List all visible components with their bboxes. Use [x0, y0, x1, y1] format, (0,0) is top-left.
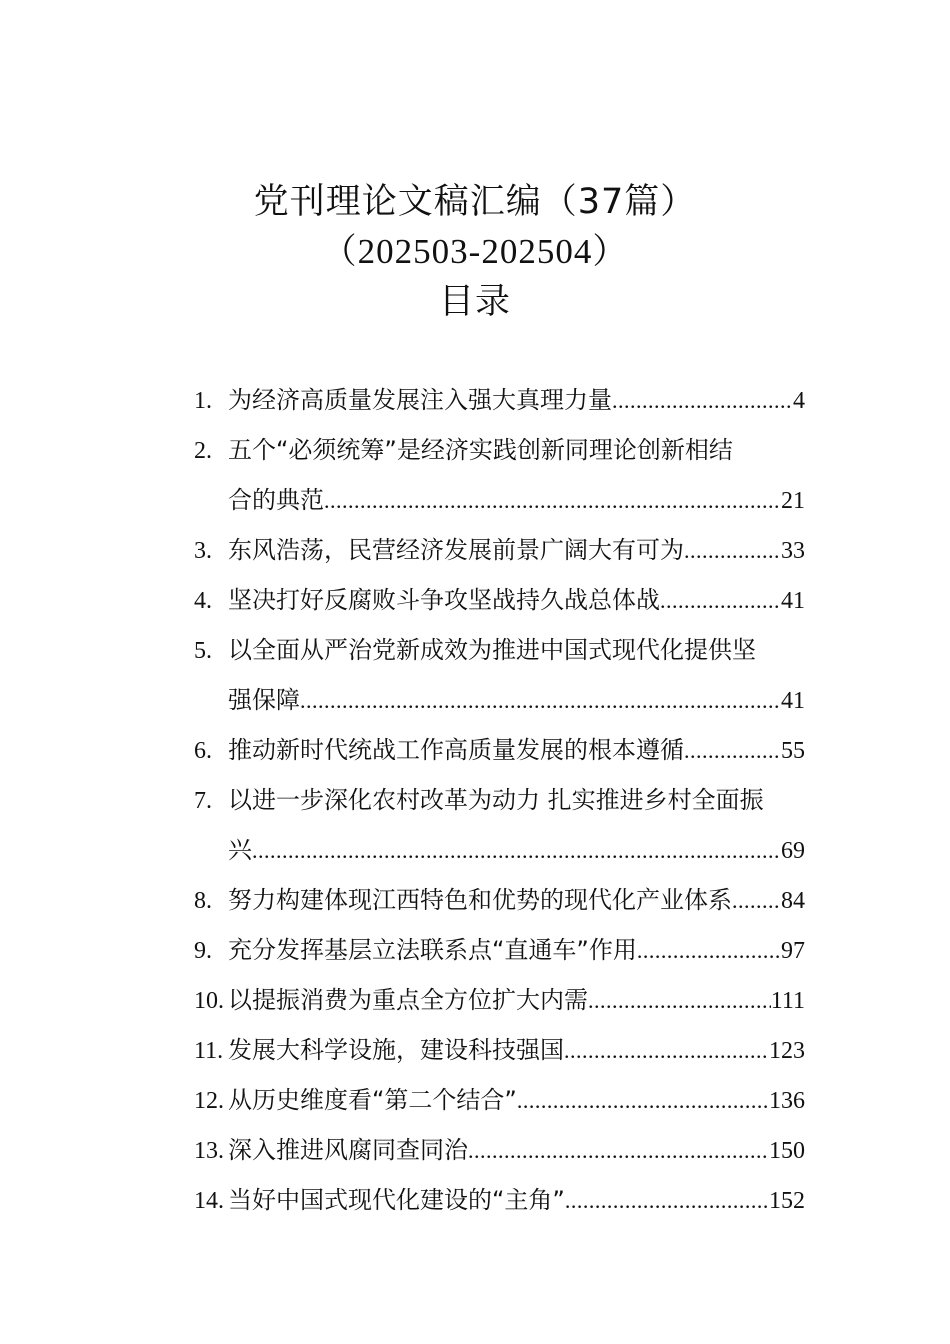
toc-item-title: 发展大科学设施，建设科技强国: [228, 1036, 564, 1064]
dot-leader: [565, 1185, 769, 1217]
dot-leader: [324, 485, 781, 517]
toc-item[interactable]: [0, 426, 950, 476]
dot-leader: [684, 735, 781, 767]
dot-leader: [468, 1135, 769, 1167]
toc-item-number: 8.: [194, 888, 212, 914]
toc-item-title: 推动新时代统战工作高质量发展的根本遵循: [228, 736, 684, 764]
toc-item-title-line1: 以全面从严治党新成效为推进中国式现代化提供坚: [228, 636, 756, 664]
toc-item-number: 12.: [194, 1088, 224, 1114]
toc-item-number: 14.: [194, 1188, 224, 1214]
toc-item-continuation[interactable]: [0, 826, 950, 876]
toc-item-page: 33: [781, 538, 805, 564]
date-range: （202503-202504）: [321, 232, 629, 271]
toc-item-title: 从历史维度看“第二个结合”: [228, 1086, 517, 1114]
dot-leader: [564, 1035, 769, 1067]
toc-item[interactable]: [0, 526, 950, 576]
toc-item-page: 4: [793, 388, 805, 414]
toc-item-page: 150: [769, 1138, 805, 1164]
toc-item-number: 5.: [194, 638, 212, 664]
dot-leader: [637, 935, 781, 967]
toc-item-page: 21: [781, 488, 805, 514]
toc-item-number: 6.: [194, 738, 212, 764]
toc-item-page: 136: [769, 1088, 805, 1114]
toc-item-number: 2.: [194, 438, 212, 464]
toc-item-page: 111: [770, 988, 805, 1014]
toc-item-number: 11.: [194, 1038, 224, 1064]
toc-item-number: 13.: [194, 1138, 224, 1164]
toc-item-title: 当好中国式现代化建设的“主角”: [228, 1186, 565, 1214]
toc-item[interactable]: [0, 876, 950, 926]
toc-item-title: 以提振消费为重点全方位扩大内需: [228, 986, 588, 1014]
dot-leader: [684, 535, 781, 567]
toc-item[interactable]: [0, 776, 950, 826]
dot-leader: [588, 985, 771, 1017]
toc-item[interactable]: [0, 376, 950, 426]
toc-item[interactable]: [0, 626, 950, 676]
toc-item-page: 41: [781, 688, 805, 714]
toc-item[interactable]: [0, 1126, 950, 1176]
toc-item-title: 强保障: [228, 686, 300, 714]
toc-item-page: 55: [781, 738, 805, 764]
dot-leader: [612, 385, 793, 417]
dot-leader: [517, 1085, 769, 1117]
toc-item-title: 坚决打好反腐败斗争攻坚战持久战总体战: [228, 586, 660, 614]
toc-item-number: 10.: [194, 988, 224, 1014]
toc-item-title-line1: 以进一步深化农村改革为动力 扎实推进乡村全面振: [228, 786, 764, 814]
toc-item-number: 9.: [194, 938, 212, 964]
dot-leader: [660, 585, 781, 617]
toc-item-title: 合的典范: [228, 486, 324, 514]
dot-leader: [252, 835, 781, 867]
toc-item-page: 69: [781, 838, 805, 864]
contents-heading: 目录: [438, 282, 511, 322]
toc-item[interactable]: [0, 1176, 950, 1226]
toc-item-title: 深入推进风腐同查同治: [228, 1136, 468, 1164]
toc-item-title: 努力构建体现江西特色和优势的现代化产业体系: [228, 886, 732, 914]
document-title: 党刊理论文稿汇编（37篇）: [253, 182, 697, 222]
toc-item-title: 为经济高质量发展注入强大真理力量: [228, 386, 612, 414]
toc-item[interactable]: [0, 926, 950, 976]
toc-item-title: 东风浩荡，民营经济发展前景广阔大有可为: [228, 536, 684, 564]
toc-item-number: 1.: [194, 388, 212, 414]
toc-item-number: 3.: [194, 538, 212, 564]
toc-item-page: 84: [781, 888, 805, 914]
toc-item-title-line1: 五个“必须统筹”是经济实践创新同理论创新相结: [228, 436, 733, 464]
toc-item-number: 7.: [194, 788, 212, 814]
toc-item[interactable]: [0, 1076, 950, 1126]
dot-leader: [732, 885, 781, 917]
toc-item-title: 充分发挥基层立法联系点“直通车”作用: [228, 936, 637, 964]
toc-item[interactable]: [0, 576, 950, 626]
toc-item-page: 97: [781, 938, 805, 964]
toc-item-continuation[interactable]: [0, 676, 950, 726]
toc-item-page: 152: [769, 1188, 805, 1214]
toc-item-page: 123: [769, 1038, 805, 1064]
toc-item-number: 4.: [194, 588, 212, 614]
toc-item[interactable]: [0, 726, 950, 776]
toc-item-page: 41: [781, 588, 805, 614]
toc-item-continuation[interactable]: [0, 476, 950, 526]
toc-item-title: 兴: [228, 836, 252, 864]
toc-item[interactable]: [0, 1026, 950, 1076]
dot-leader: [300, 685, 781, 717]
toc-item[interactable]: [0, 976, 950, 1026]
